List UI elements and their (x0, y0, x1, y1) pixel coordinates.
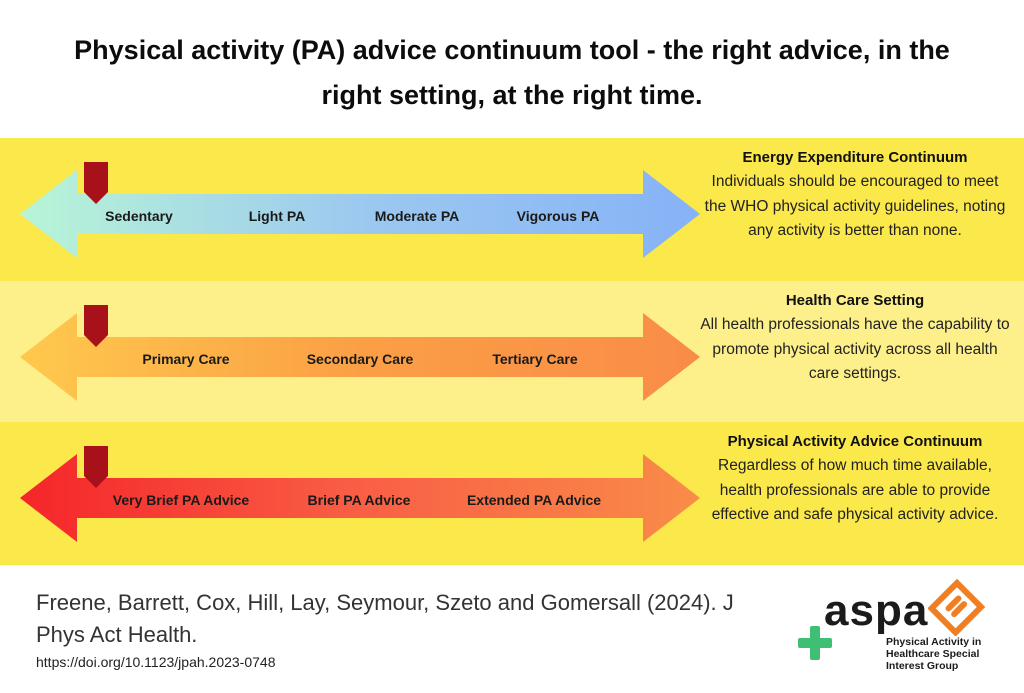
row-text: Individuals should be encouraged to meet the WHO physical activity guidelines, noting any activity is better than none. (704, 173, 1006, 239)
energy-expenditure-description (700, 146, 1010, 244)
label-very-brief-pa-advice: Very Brief PA Advice (112, 492, 250, 508)
row-heading: Energy Expenditure Continuum (742, 149, 968, 166)
health-care-setting-band (0, 281, 1024, 422)
label-tertiary-care: Tertiary Care (492, 351, 578, 367)
page-title: Physical activity (PA) advice continuum tool - the right advice, in the right setting, at the right time. (74, 35, 950, 110)
row-heading: Health Care Setting (785, 292, 925, 309)
pa-advice-description (700, 430, 1010, 528)
label-vigorous-pa: Vigorous PA (516, 208, 600, 224)
energy-expenditure-band (0, 138, 1024, 281)
aspa-logo (790, 578, 1020, 688)
position-marker (84, 446, 108, 488)
aspa-mark-icon (928, 578, 986, 636)
pa-advice-band (0, 422, 1024, 565)
label-light-pa: Light PA (248, 208, 306, 224)
label-sedentary: Sedentary (105, 208, 173, 224)
label-secondary-care: Secondary Care (306, 351, 414, 367)
label-brief-pa-advice: Brief PA Advice (307, 492, 411, 508)
row-text: Regardless of how much time available, health professionals are able to provide effective and safe physical activity advice. (711, 457, 999, 523)
label-moderate-pa: Moderate PA (374, 208, 460, 224)
doi-link[interactable]: https://doi.org/10.1123/jpah.2023-0748 (36, 654, 276, 670)
label-primary-care: Primary Care (142, 351, 230, 367)
row-text: All health professionals have the capability to promote physical activity across all health care settings. (700, 316, 1010, 382)
label-extended-pa-advice: Extended PA Advice (466, 492, 602, 508)
logo-wordmark: aspa (824, 586, 929, 635)
position-marker (84, 305, 108, 347)
citation: Freene, Barrett, Cox, Hill, Lay, Seymour, Szeto and Gomersall (2024). J Phys Act Health. (36, 590, 734, 647)
health-care-setting-description (700, 289, 1010, 387)
position-marker (84, 162, 108, 204)
row-heading: Physical Activity Advice Continuum (727, 433, 983, 450)
logo-subtitle: Physical Activity in Healthcare Special Interest Group (886, 636, 982, 672)
